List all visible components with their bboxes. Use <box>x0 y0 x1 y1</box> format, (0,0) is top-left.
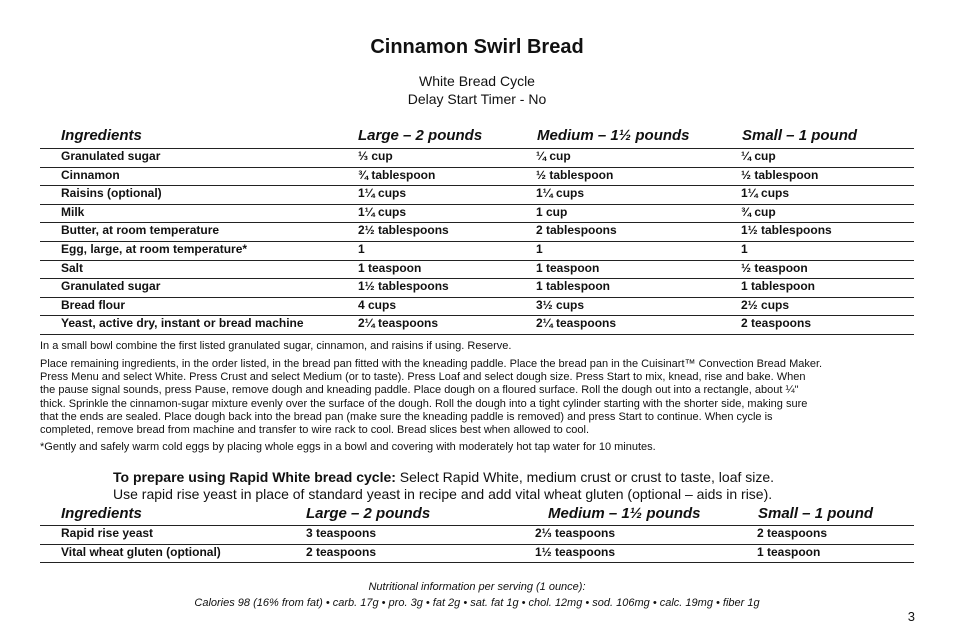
ingredient-cell: Egg, large, at room temperature* <box>61 242 248 256</box>
ingredient-cell: 2½ tablespoons <box>358 223 449 238</box>
ingredient-cell: ½ tablespoon <box>741 167 819 182</box>
delay-timer: Delay Start Timer - No <box>407 91 547 107</box>
rapid-ingredient-cell: 2 teaspoons <box>757 526 828 540</box>
bread-cycle: White Bread Cycle <box>419 73 535 89</box>
ingredient-cell: 1 cup <box>536 204 568 219</box>
step-reserve: In a small bowl combine the first listed granulated sugar, cinnamon, and raisins if using. Reserve. <box>40 340 512 352</box>
page-number: 3 <box>907 609 915 624</box>
t1-header-small: Small – 1 pound <box>742 127 858 144</box>
instruction-line: the pause signal sounds, press Pause, remove dough and kneading paddle. Place dough on a floured surface. Roll the dough out into a rectangle, about ¼" <box>40 384 799 397</box>
instruction-line: Place remaining ingredients, in the order listed, in the bread pan fitted with the kneading paddle. Place the bread pan in the Cuisinart™ Convection Bread Maker. <box>40 358 823 370</box>
ingredient-cell: ½ tablespoon <box>536 167 614 182</box>
t2-header-large: Large – 2 pounds <box>306 505 431 522</box>
ingredient-cell: 1¼ cups <box>358 186 407 201</box>
ingredient-cell: 1 tablespoon <box>741 279 816 294</box>
ingredient-cell: ¾ cup <box>741 204 776 219</box>
ingredient-cell: 2¼ teaspoons <box>536 316 617 331</box>
ingredient-cell: 2¼ teaspoons <box>358 316 439 331</box>
rapid-ingredient-cell: 3 teaspoons <box>306 526 377 540</box>
ingredient-cell: 1 teaspoon <box>536 260 600 275</box>
ingredient-cell: Bread flour <box>61 297 126 312</box>
ingredient-cell: ¾ tablespoon <box>358 167 436 182</box>
recipe-title: Cinnamon Swirl Bread <box>370 36 584 58</box>
ingredient-cell: 2½ cups <box>741 297 790 312</box>
ingredient-cell: Raisins (optional) <box>61 186 162 201</box>
ingredient-cell: 1¼ cups <box>741 186 790 201</box>
ingredient-cell: 1¼ cups <box>536 186 585 201</box>
instruction-line: Press Menu and select White. Press Crust and select Medium (or to taste). Press Loaf and select dough size. Press Start to mix, knead, rise and bake. When <box>40 371 806 384</box>
rapid-cycle-note <box>113 469 913 503</box>
ingredient-cell: Cinnamon <box>61 167 120 182</box>
t2-header-medium: Medium – 1½ pounds <box>548 505 701 522</box>
step-instructions <box>40 358 914 437</box>
instruction-line: that the ends are sealed. Place dough back into the bread pan (make sure the kneading paddle is removed) and press Start to continue. When cycle is <box>40 410 773 423</box>
ingredient-cell: 2 teaspoons <box>741 316 812 331</box>
ingredient-cell: 1¼ cups <box>358 204 407 219</box>
ingredient-cell: 2 tablespoons <box>536 223 617 238</box>
rapid-text-1: Select Rapid White, medium crust or crust to taste, loaf size. <box>395 469 775 485</box>
ingredient-cell: Milk <box>61 204 85 219</box>
t2-header-ingredients: Ingredients <box>61 505 142 522</box>
rapid-ingredient-cell: 1 teaspoon <box>757 544 821 559</box>
ingredient-cell: Salt <box>61 260 84 275</box>
rapid-text-2: Use rapid rise yeast in place of standard yeast in recipe and add vital wheat gluten (optional – aids in rise). <box>113 486 773 502</box>
ingredient-rule <box>40 204 914 205</box>
ingredient-cell: 1 tablespoon <box>536 279 611 294</box>
ingredient-cell: 4 cups <box>358 297 397 312</box>
t1-header-large: Large – 2 pounds <box>358 127 483 144</box>
ingredient-cell: 1 teaspoon <box>358 260 422 275</box>
ingredient-cell: 3½ cups <box>536 297 585 312</box>
rapid-ingredient-cell: 1½ teaspoons <box>535 544 616 559</box>
ingredient-cell: 1½ tablespoons <box>358 279 449 294</box>
nutrition-heading: Nutritional information per serving (1 ounce): <box>368 581 586 593</box>
ingredient-cell: ¼ cup <box>741 149 776 163</box>
nutrition-facts: Calories 98 (16% from fat) • carb. 17g • pro. 3g • fat 2g • sat. fat 1g • chol. 12mg • sod. 106mg • calc. 19mg • fiber 1g <box>194 597 760 609</box>
t1-header-medium: Medium – 1½ pounds <box>537 127 690 144</box>
ingredient-cell: Granulated sugar <box>61 279 161 294</box>
ingredient-cell: Butter, at room temperature <box>61 223 220 238</box>
rapid-lead: To prepare using Rapid White bread cycle: <box>113 469 396 485</box>
t1-header-ingredients: Ingredients <box>61 127 142 144</box>
rapid-ingredient-cell: Rapid rise yeast <box>61 526 154 540</box>
ingredient-cell: ⅓ cup <box>358 149 393 163</box>
ingredient-cell: 1½ tablespoons <box>741 223 832 238</box>
ingredient-cell: ¼ cup <box>536 149 571 163</box>
instruction-line: thick. Sprinkle the cinnamon-sugar mixture evenly over the surface of the dough. Roll the dough into a tight cylinder starting with the shorter side, making sure <box>40 397 808 410</box>
instruction-line: completed, remove bread from machine and transfer to wire rack to cool. Bread slices best when allowed to cool. <box>40 424 590 437</box>
ingredient-cell: 1 <box>536 242 543 256</box>
rapid-ingredient-cell: 2 teaspoons <box>306 544 377 559</box>
ingredient-cell: ½ teaspoon <box>741 260 808 275</box>
rapid-ingredient-cell: 2⅓ teaspoons <box>535 526 616 540</box>
ingredient-rule <box>40 148 914 149</box>
ingredient-cell: 1 <box>358 242 365 256</box>
ingredient-rule <box>40 334 914 335</box>
ingredient-cell: Granulated sugar <box>61 149 161 163</box>
ingredient-cell: Yeast, active dry, instant or bread machine <box>61 316 304 331</box>
rapid-ingredient-rule <box>40 562 914 563</box>
t2-header-small: Small – 1 pound <box>758 505 874 522</box>
ingredient-cell: 1 <box>741 242 748 256</box>
rapid-ingredient-cell: Vital wheat gluten (optional) <box>61 544 221 559</box>
egg-footnote: *Gently and safely warm cold eggs by placing whole eggs in a bowl and covering with moderately hot tap water for 10 minutes. <box>40 441 656 453</box>
